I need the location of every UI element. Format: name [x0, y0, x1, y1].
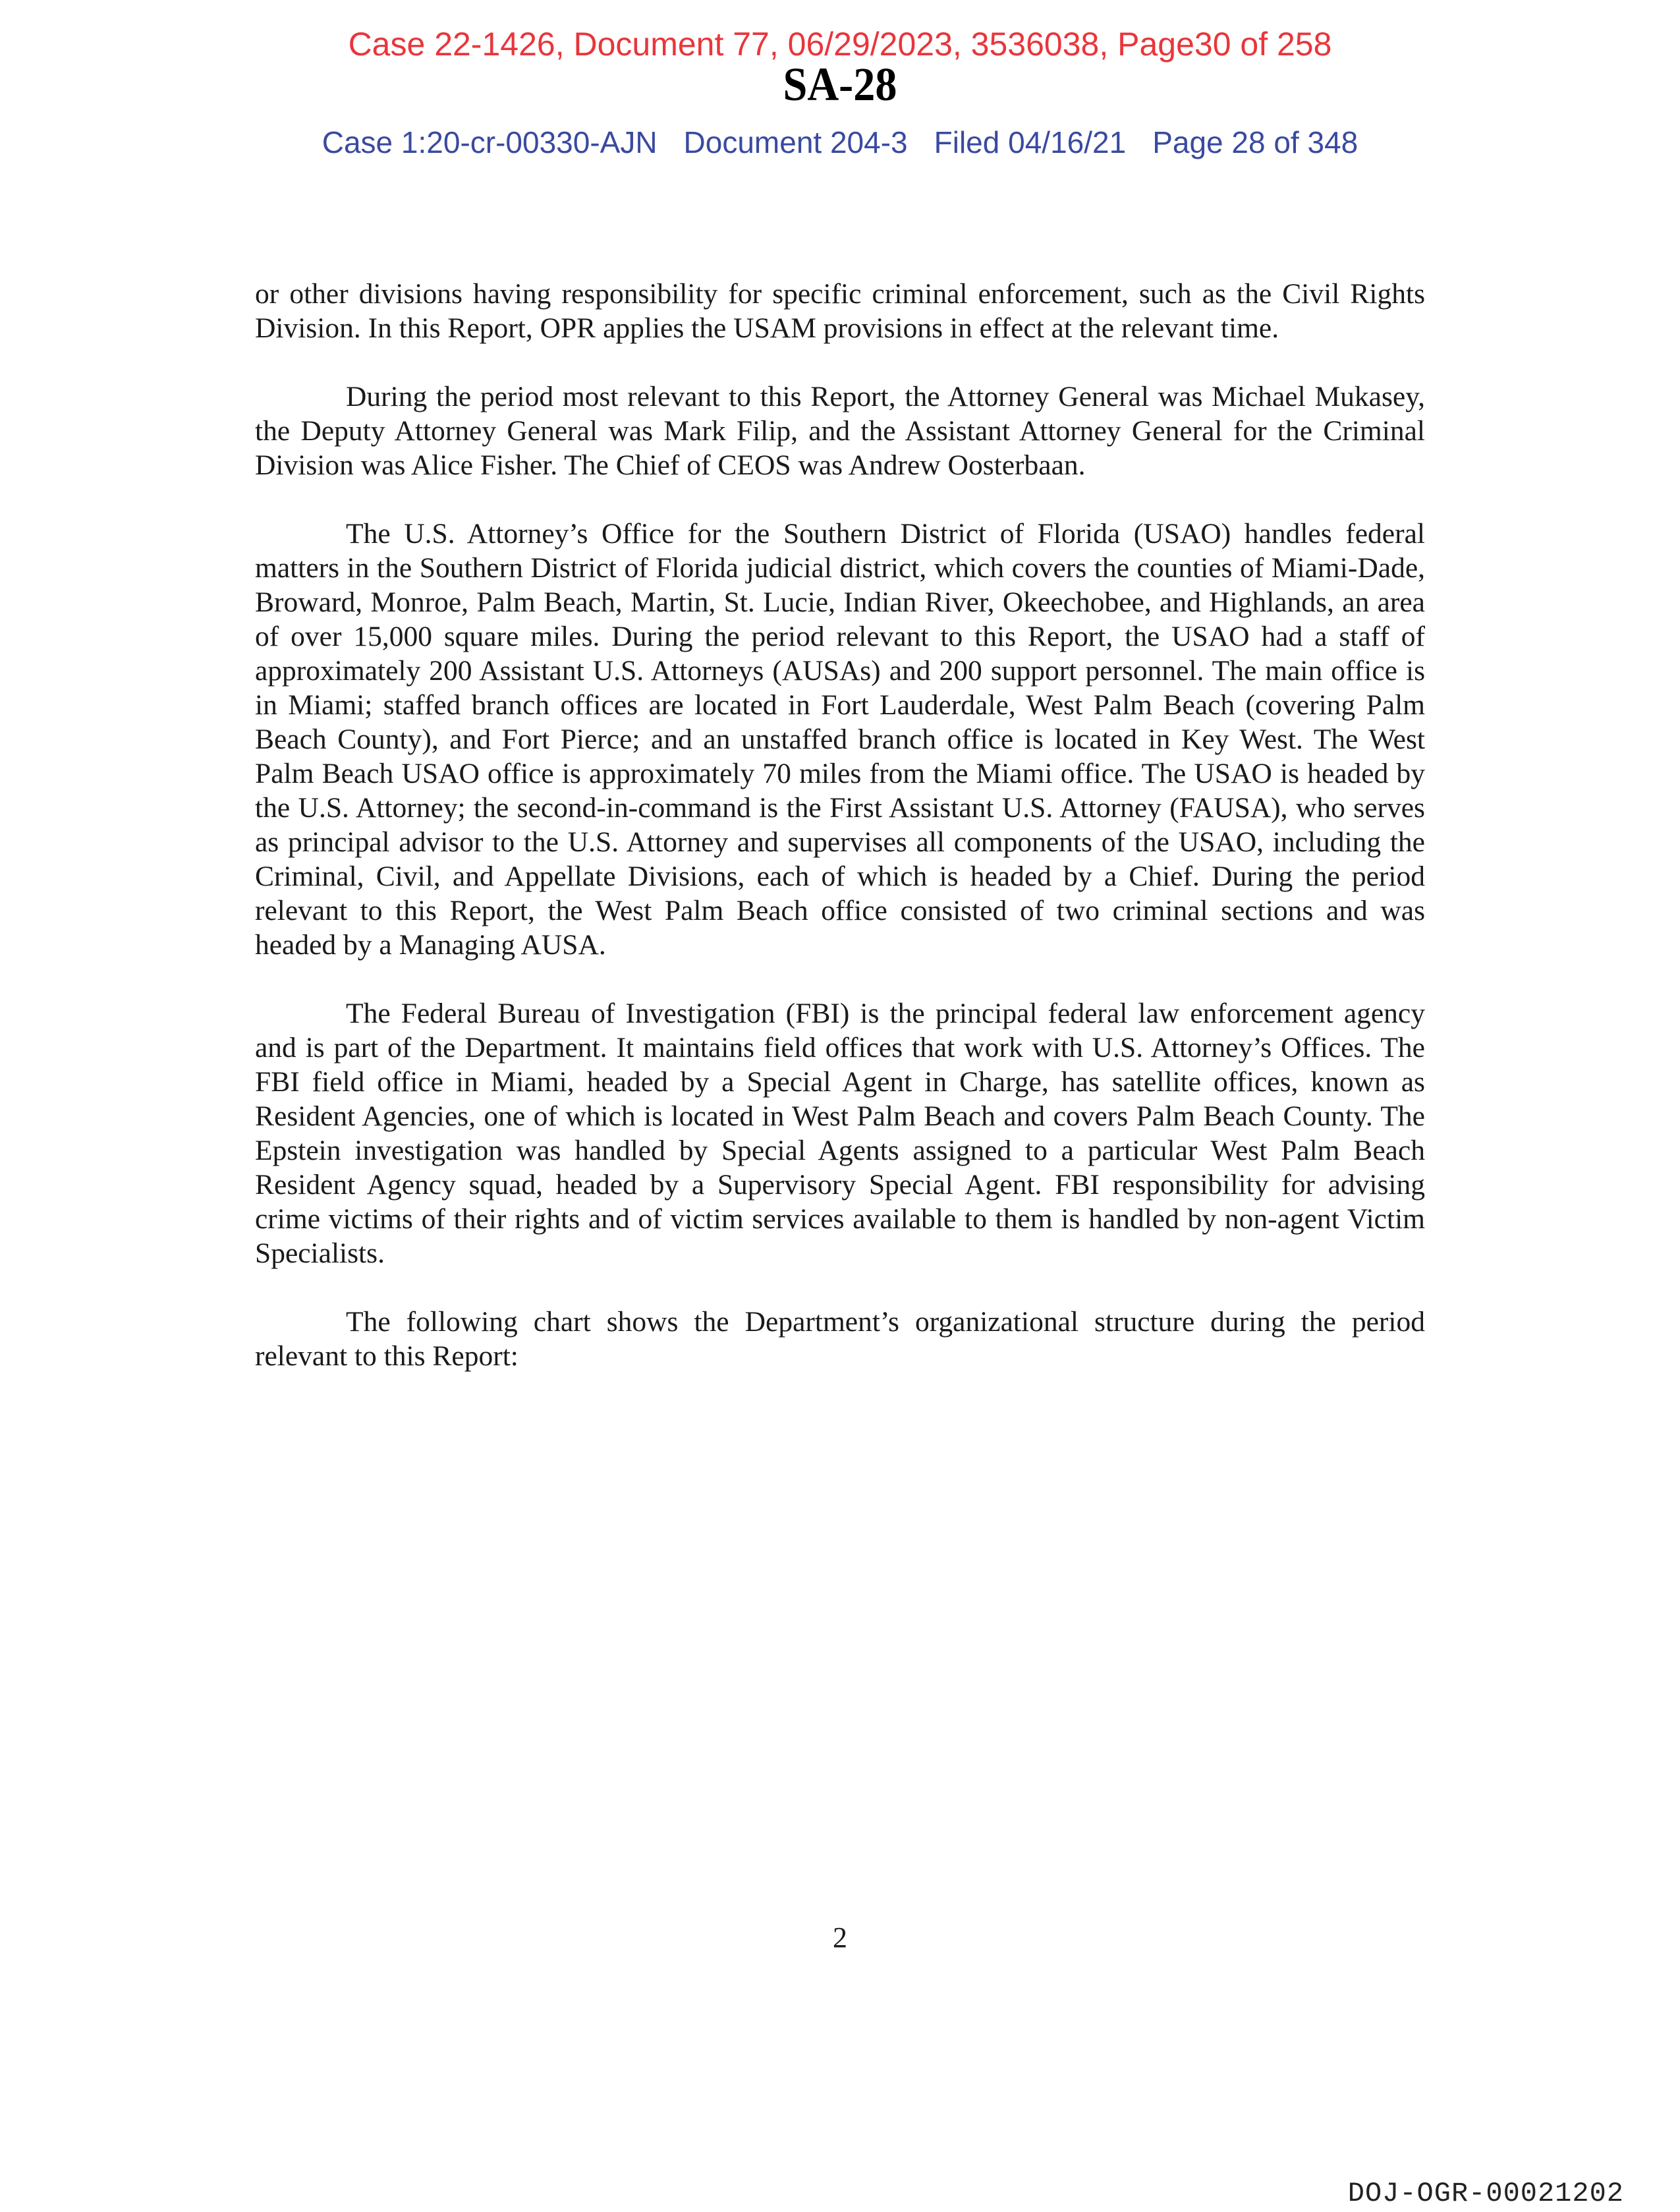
paragraph-leadership: During the period most relevant to this Report, the Attorney General was Michael Mukasey, the Deputy Attorney General was Mark Filip, and the Assistant Attorney General for the Criminal Division was Alice Fisher. The Chief of CEOS was Andrew Oosterbaan. — [255, 381, 1425, 481]
paragraph-usao: The U.S. Attorney’s Office for the Southern District of Florida (USAO) handles federal matters in the Southern District of Florida judicial district, which covers the counties of Miami-Dade, Broward, Monroe, Palm Beach, Martin, St. Lucie, Indian River, Okeechobee, and Highlands, an area of over 15,000 square miles. During the period relevant to this Report, the USAO had a staff of approximately 200 Assistant U.S. Attorneys (AUSAs) and 200 support personnel. The main office is in Miami; staffed branch offices are located in Fort Lauderdale, West Palm Beach (covering Palm Beach County), and Fort Pierce; and an unstaffed branch office is located in Key West. The West Palm Beach USAO office is approximately 70 miles from the Miami office. The USAO is headed by the U.S. Attorney; the second-in-command is the First Assistant U.S. Attorney (FAUSA), who serves as principal advisor to the U.S. Attorney and supervises all components of the USAO, including the Criminal, Civil, and Appellate Divisions, each of which is headed by a Chief. During the period relevant to this Report, the West Palm Beach office consisted of two criminal sections and was headed by a Managing AUSA. — [255, 518, 1425, 961]
appendix-page-label: SA-28 — [783, 58, 897, 111]
bates-number: DOJ-OGR-00021202 — [1347, 2178, 1624, 2209]
district-case-number: Case 1:20-cr-00330-AJN — [322, 125, 658, 159]
district-page-count: Page 28 of 348 — [1152, 125, 1358, 159]
page-number: 2 — [833, 1921, 847, 1954]
paragraph-fbi: The Federal Bureau of Investigation (FBI) is the principal federal law enforcement agency and is part of the Department. It maintains field offices that work with U.S. Attorney’s Offices. The FBI field office in Miami, headed by a Special Agent in Charge, has satellite offices, known as Resident Agencies, one of which is located in West Palm Beach and covers Palm Beach County. The Epstein investigation was handled by Special Agents assigned to a particular West Palm Beach Resident Agency squad, headed by a Supervisory Special Agent. FBI responsibility for advising crime victims of their rights and of victim services available to them is handled by non-agent Victim Specialists. — [255, 998, 1425, 1269]
paragraph-chart-intro: The following chart shows the Department’s organizational structure during the period relevant to this Report: — [255, 1306, 1425, 1372]
district-case-header — [0, 127, 1680, 157]
appellate-case-header: Case 22-1426, Document 77, 06/29/2023, 3536038, Page30 of 258 — [348, 26, 1332, 63]
report-body — [255, 277, 1425, 1407]
district-document-number: Document 204-3 — [683, 125, 908, 159]
paragraph-continuation: or other divisions having responsibility for specific criminal enforcement, such as the Civil Rights Division. In this Report, OPR applies the USAM provisions in effect at the relevant time. — [255, 278, 1425, 344]
district-filed-date: Filed 04/16/21 — [934, 125, 1127, 159]
